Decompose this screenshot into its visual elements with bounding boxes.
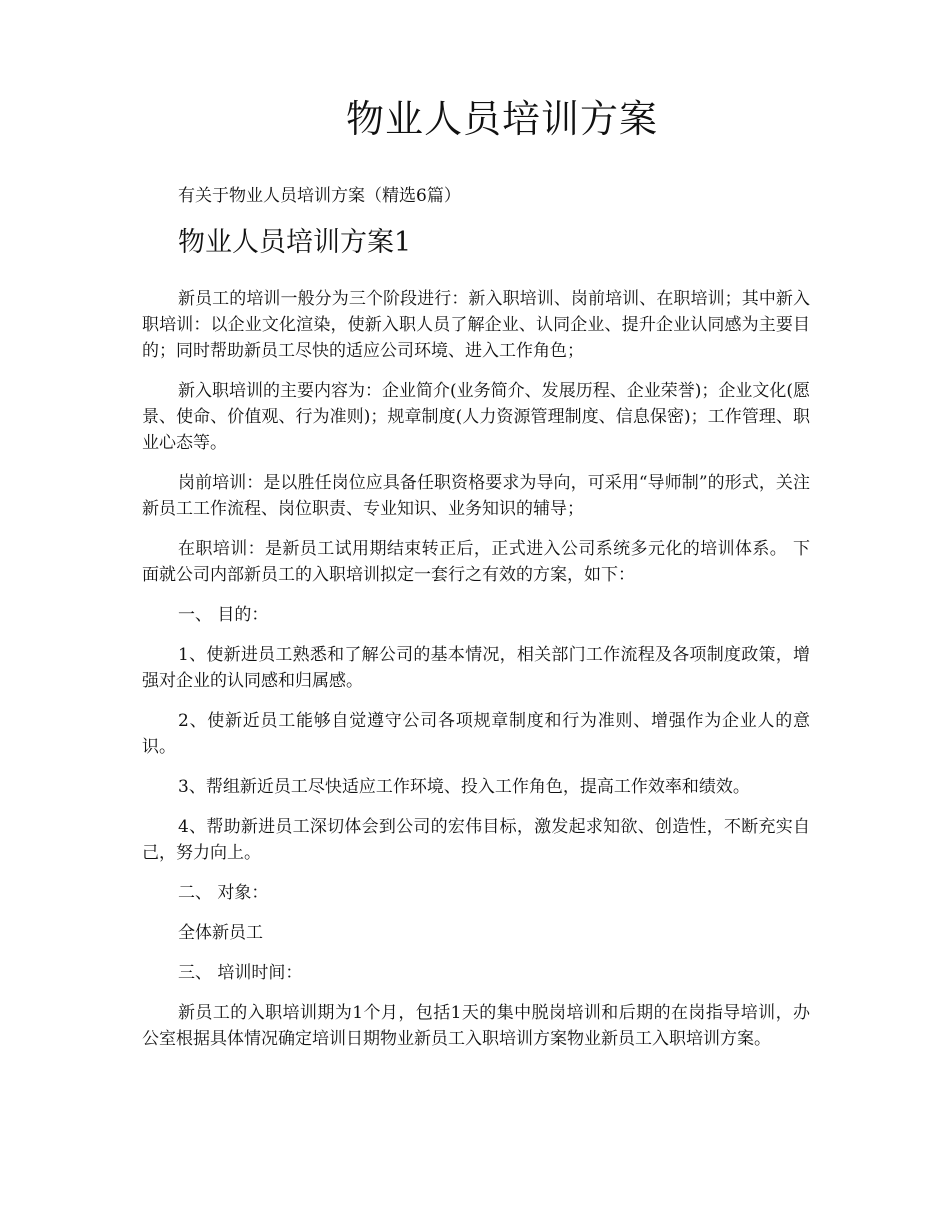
paragraph: 在职培训：是新员工试用期结束转正后，正式进入公司系统多元化的培训体系。 下面就公司内部新员工的入职培训拟定一套行之有效的方案，如下： bbox=[142, 539, 810, 585]
document-body bbox=[142, 286, 810, 1052]
paragraph: 全体新员工 bbox=[178, 923, 263, 943]
list-item: 3、帮组新近员工尽快适应工作环境、投入工作角色，提高工作效率和绩效。 bbox=[178, 777, 750, 797]
list-item: 1、使新进员工熟悉和了解公司的基本情况，相关部门工作流程及各项制度政策，增强对企业的认同感和归属感。 bbox=[142, 645, 810, 691]
paragraph: 岗前培训：是以胜任岗位应具备任职资格要求为导向，可采用“导师制”的形式，关注新员工工作流程、岗位职责、专业知识、业务知识的辅导； bbox=[142, 473, 810, 519]
section-heading: 物业人员培训方案1 bbox=[178, 227, 412, 258]
document-subtitle: 有关于物业人员培训方案（精选6篇） bbox=[178, 186, 461, 206]
list-heading: 三、 培训时间： bbox=[178, 963, 303, 983]
paragraph: 新入职培训的主要内容为：企业简介(业务简介、发展历程、企业荣誉)；企业文化(愿景、使命、价值观、行为准则)；规章制度(人力资源管理制度、信息保密)；工作管理、职业心态等。 bbox=[142, 381, 810, 453]
list-item: 4、帮助新进员工深切体会到公司的宏伟目标，激发起求知欲、创造性，不断充实自己，努力向上。 bbox=[142, 817, 810, 863]
list-heading: 一、 目的： bbox=[178, 605, 269, 625]
paragraph: 新员工的培训一般分为三个阶段进行：新入职培训、岗前培训、在职培训；其中新入职培训：以企业文化渲染，使新入职人员了解企业、认同企业、提升企业认同感为主要目的；同时帮助新员工尽快的适应公司环境、进入工作角色； bbox=[142, 289, 810, 361]
paragraph: 新员工的入职培训期为1个月，包括1天的集中脱岗培训和后期的在岗指导培训，办公室根据具体情况确定培训日期物业新员工入职培训方案物业新员工入职培训方案。 bbox=[142, 1003, 810, 1049]
list-item: 2、使新近员工能够自觉遵守公司各项规章制度和行为准则、增强作为企业人的意识。 bbox=[142, 711, 810, 757]
document-title: 物业人员培训方案 bbox=[345, 97, 658, 141]
list-heading: 二、 对象： bbox=[178, 883, 269, 903]
